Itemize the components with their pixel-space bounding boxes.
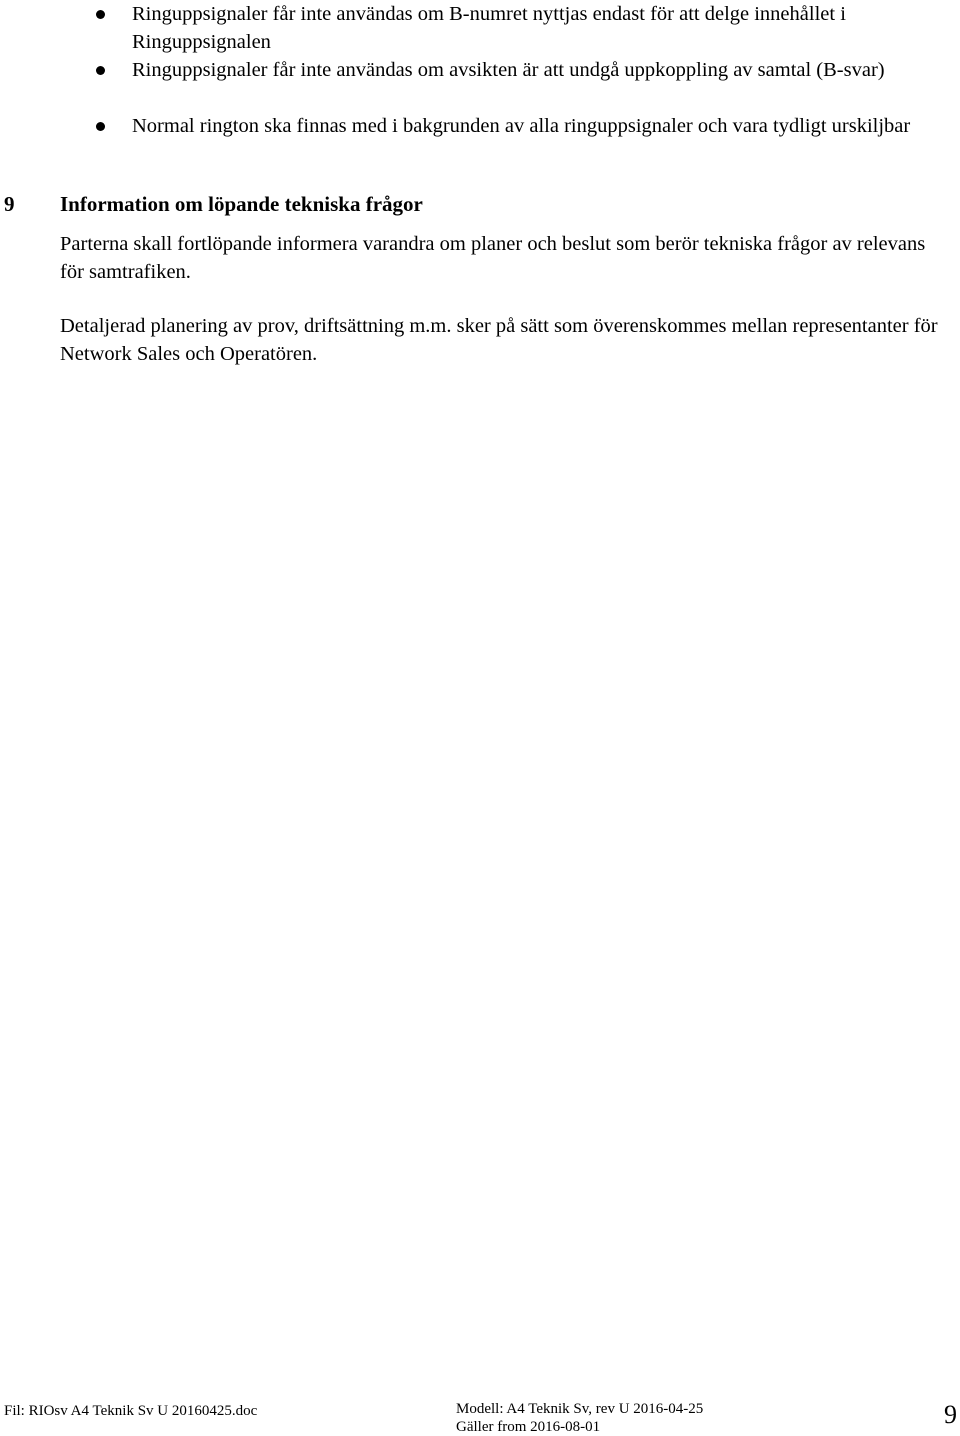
page-number: 9 (944, 1400, 957, 1429)
list-item (0, 0, 960, 56)
bullet-icon (96, 66, 105, 75)
list-item (0, 56, 960, 84)
bullet-text: Ringuppsignaler får inte användas om avsikten är att undgå uppkoppling av samtal (B-svar) (132, 59, 885, 81)
list-item (0, 112, 960, 140)
section-paragraph: Detaljerad planering av prov, driftsättning m.m. sker på sätt som överenskommes mellan representanter för Network Sales och Operatören. (60, 315, 938, 365)
bullet-icon (96, 122, 105, 131)
bullet-text: Ringuppsignaler får inte användas om B-numret nyttjas endast för att delge innehållet i Ringuppsignalen (132, 3, 846, 53)
bullet-icon (96, 10, 105, 19)
footer-valid-from: Gäller from 2016-08-01 (456, 1419, 601, 1435)
bullet-text: Normal rington ska finnas med i bakgrunden av alla ringuppsignaler och vara tydligt urskiljbar (132, 115, 911, 137)
section-paragraph: Parterna skall fortlöpande informera varandra om planer och beslut som berör tekniska frågor av relevans för samtrafiken. (60, 233, 926, 283)
footer-file-name: Fil: RIOsv A4 Teknik Sv U 20160425.doc (4, 1403, 258, 1419)
page-footer (0, 1398, 960, 1434)
section-title: Information om löpande tekniska frågor (60, 192, 423, 216)
section-number: 9 (4, 192, 15, 216)
footer-model: Modell: A4 Teknik Sv, rev U 2016-04-25 (456, 1401, 704, 1417)
